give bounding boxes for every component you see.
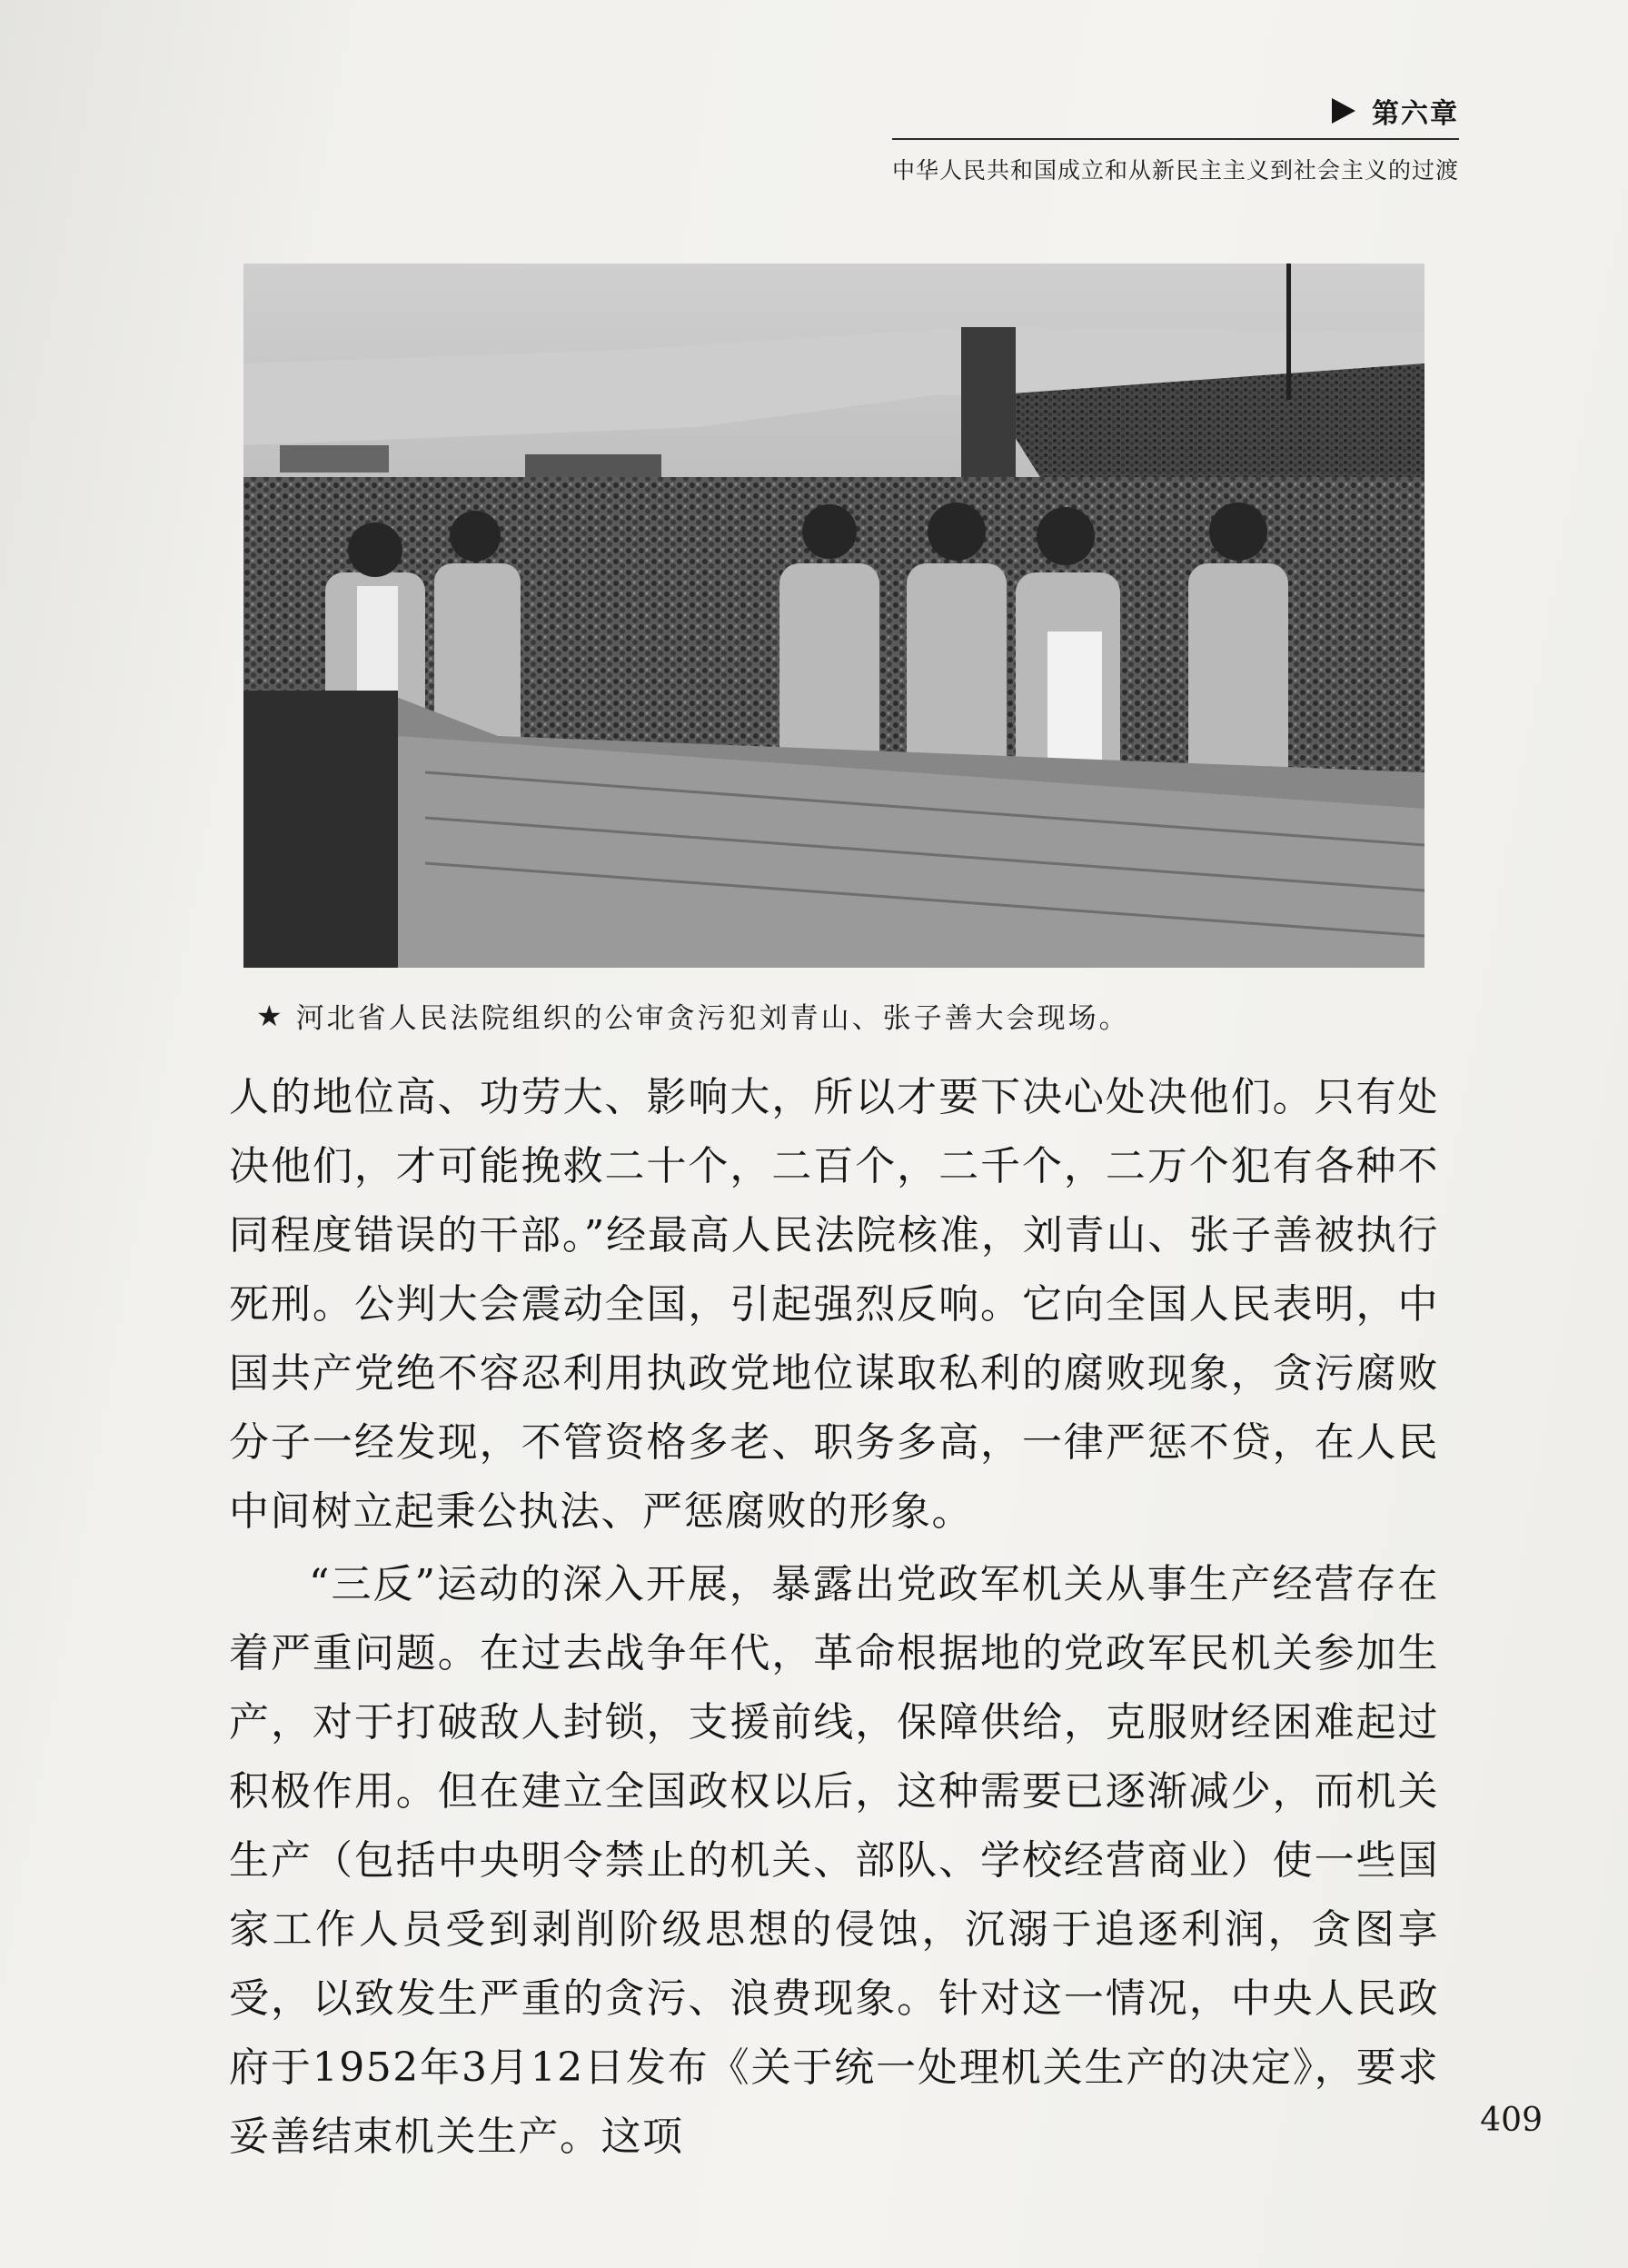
figure-caption-text: 河北省人民法院组织的公审贪污犯刘青山、张子善大会现场。 [295, 1002, 1130, 1035]
page-number: 409 [1480, 2102, 1543, 2139]
running-header [892, 91, 1459, 185]
paragraph-1: 人的地位高、功劳大、影响大，所以才要下决心处决他们。只有处决他们，才可能挽救二十个，二百个，二千个，二万个犯有各种不同程度错误的干部。”经最高人民法院核准，刘青山、张子善被执行死刑。公判大会震动全国，引起强烈反响。它向全国人民表明，中国共产党绝不容忍利用执政党地位谋取私利的腐败现象，贪污腐败分子一经发现，不管资格多老、职务多高，一律严惩不贷，在人民中间树立起秉公执法、严惩腐败的形象。 [229, 1074, 1439, 1535]
chapter-subtitle: 中华人民共和国成立和从新民主主义到社会主义的过渡 [891, 157, 1459, 184]
star-icon: ★ [256, 998, 285, 1033]
triangle-right-icon [1332, 98, 1355, 124]
chapter-line [892, 91, 1459, 140]
paragraph-2: “三反”运动的深入开展，暴露出党政军机关从事生产经营存在着严重问题。在过去战争年代，革命根据地的党政军民机关参加生产，对于打破敌人封锁，支援前线，保障供给，克服财经困难起过积极作用。但在建立全国政权以后，这种需要已逐渐减少，而机关生产（包括中央明令禁止的机关、部队、学校经营商业）使一些国家工作人员受到剥削阶级思想的侵蚀，沉溺于追逐利润，贪图享受，以致发生严重的贪污、浪费现象。针对这一情况，中央人民政府于1952年3月12日发布《关于统一处理机关生产的决定》，要求妥善结束机关生产。这项 [229, 1561, 1439, 2160]
body-text [229, 1063, 1439, 2172]
chapter-label: 第六章 [1372, 98, 1459, 130]
figure-caption [256, 995, 1130, 1036]
historical-photo [243, 264, 1424, 968]
